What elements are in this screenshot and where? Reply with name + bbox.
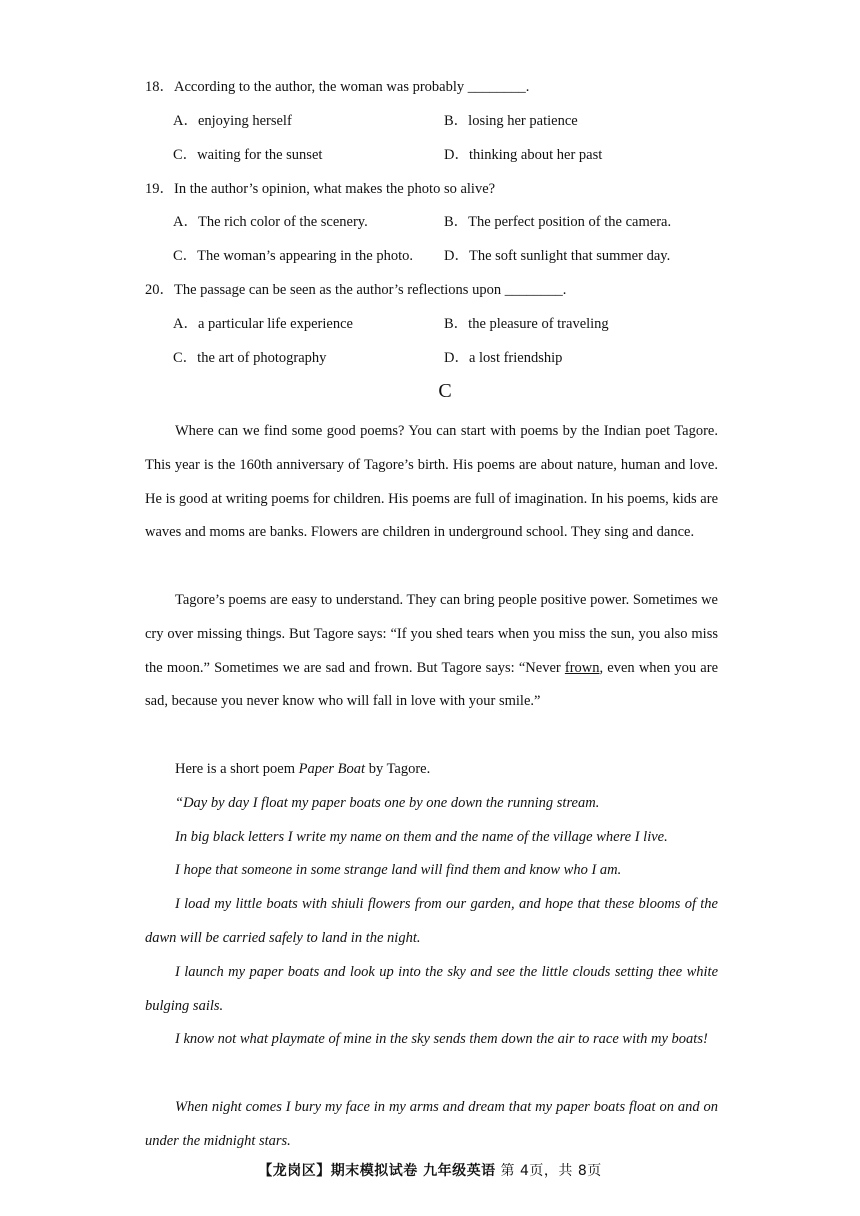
q20-option-c: C．the art of photography [173,350,327,366]
poem-line-1: “Day by day I float my paper boats one by one down the running stream. [175,795,600,811]
question-18: 18．According to the author, the woman was probably ________. [145,79,530,95]
paragraph-3-text-start: Here is a short poem [175,761,299,777]
page-footer [0,1160,860,1180]
q19-option-c: C．The woman’s appearing in the photo. [173,248,414,264]
poem-line-6: I know not what playmate of mine in the sky sends them down the air to race with my boats! [175,1031,708,1047]
poem-line-2: In big black letters I write my name on them and the name of the village where I live. [175,829,668,845]
passage-paragraph-2 [145,584,718,719]
q18-option-d: D．thinking about her past [444,147,603,163]
poem-line-4: I load my little boats with shiuli flowers from our garden, and hope that these blooms of the dawn will be carried safely to land in the night. [145,896,718,946]
poem-line-5: I launch my paper boats and look up into the sky and see the little clouds setting thee white bulging sails. [145,964,718,1014]
q20-option-a: A．a particular life experience [173,316,353,332]
q19-option-a: A．The rich color of the scenery. [173,214,368,230]
footer-page-number: 第 4页，共 8页 [500,1163,602,1179]
q20-option-b: B．the pleasure of traveling [444,316,609,332]
q18-option-a: A．enjoying herself [173,113,292,129]
passage-paragraph-1: Where can we find some good poems? You can start with poems by the Indian poet Tagore. This year is the 160th anniversary of Tagore’s birth. His poems are about nature, human and love. He is good at writing poems for children. His poems are full of imagination. In his poems, kids are waves and moms are banks. Flowers are children in underground school. They sing and dance. [145,423,718,541]
question-20: 20．The passage can be seen as the author’s reflections upon ________. [145,282,567,298]
question-19: 19．In the author’s opinion, what makes the photo so alive? [145,181,496,197]
poem-title: Paper Boat [298,761,366,777]
q18-option-c: C．waiting for the sunset [173,147,323,163]
q19-option-d: D．The soft sunlight that summer day. [444,248,671,264]
q18-option-b: B．losing her patience [444,113,578,129]
paragraph-3-text-end: by Tagore. [365,761,431,777]
paragraph-2-text-start: Tagore’s poems are easy to understand. They can bring people positive power. Sometimes we cry over missing things. But Tagore says: “If you shed tears when you miss the sun, you also miss the moon.” Sometimes we are sad and frown. But Tagore says: “Never [145,592,718,676]
poem-line-7: When night comes I bury my face in my arms and dream that my paper boats float on and on under the midnight stars. [145,1099,718,1149]
underlined-word: frown [564,659,600,676]
section-heading: C [438,380,452,402]
poem-line-3: I hope that someone in some strange land will find them and know who I am. [175,862,622,878]
q19-option-b: B．The perfect position of the camera. [444,214,672,230]
paragraph-2-text-end: , even when you are sad, because you never know who will fall in love with your smile.” [145,659,719,710]
passage-paragraph-3 [145,753,718,787]
footer-title: 【龙岗区】期末模拟试卷 九年级英语 [258,1163,496,1179]
q20-option-d: D．a lost friendship [444,350,563,366]
